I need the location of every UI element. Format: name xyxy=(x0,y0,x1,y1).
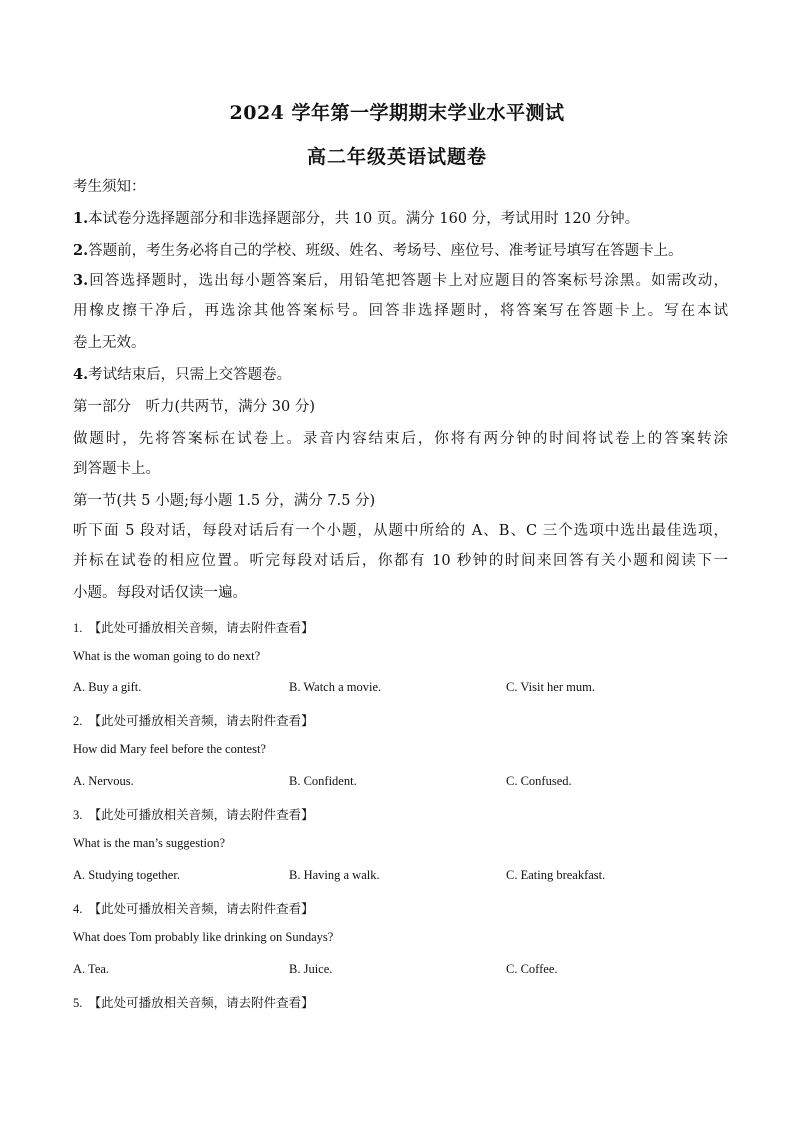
question-2-option-c: C. Confused. xyxy=(506,774,572,788)
question-number: 1. xyxy=(73,621,83,635)
question-1-option-c: C. Visit her mum. xyxy=(506,680,595,694)
question-3-option-b: B. Having a walk. xyxy=(289,868,380,882)
section1-instructions-line-2: 并标在试卷的相应位置。听完每段对话后，你都有 10 秒钟的时间来回答有关小题和阅读下一 xyxy=(73,553,728,569)
question-number: 4. xyxy=(73,902,83,916)
audio-placeholder: 【此处可播放相关音频，请去附件查看】 xyxy=(88,902,314,916)
question-1-option-b: B. Watch a movie. xyxy=(289,680,382,694)
question-3-option-c: C. Eating breakfast. xyxy=(506,868,606,882)
section1-instructions-line-3: 小题。每段对话仅读一遍。 xyxy=(73,585,247,601)
part1-instructions-line-1: 做题时，先将答案标在试卷上。录音内容结束后，你将有两分钟的时间将试卷上的答案转涂 xyxy=(73,431,728,447)
question-1-text: What is the woman going to do next? xyxy=(73,649,261,663)
notice-heading: 考生须知： xyxy=(73,179,146,195)
question-1-option-a: A. Buy a gift. xyxy=(73,680,142,694)
question-4-audio[interactable] xyxy=(73,899,314,917)
notice-item-4-text: 考试结束后，只需上交答题卷。 xyxy=(88,367,292,383)
audio-placeholder: 【此处可播放相关音频，请去附件查看】 xyxy=(88,621,314,635)
exam-title: 2024 学年第一学期期末学业水平测试 xyxy=(229,102,565,124)
section1-instructions-line-1: 听下面 5 段对话，每段对话后有一个小题，从题中所给的 A、B、C 三个选项中选出最佳选项， xyxy=(73,523,728,539)
notice-item-1-number: 1. xyxy=(73,210,89,227)
part1-instructions-line-2: 到答题卡上。 xyxy=(73,461,160,477)
question-1-audio[interactable] xyxy=(73,618,314,636)
notice-item-3-number: 3. xyxy=(73,272,89,289)
audio-placeholder: 【此处可播放相关音频，请去附件查看】 xyxy=(88,714,314,728)
notice-item-3-line-2: 用橡皮擦干净后，再选涂其他答案标号。回答非选择题时，将答案写在答题卡上。写在本试 xyxy=(73,303,728,319)
notice-item-4-number: 4. xyxy=(73,366,89,383)
question-2-option-b: B. Confident. xyxy=(289,774,357,788)
notice-item-4 xyxy=(73,360,728,390)
notice-item-3-text: 回答选择题时，选出每小题答案后，用铅笔把答题卡上对应题目的答案标号涂黑。如需改动， xyxy=(88,273,728,289)
question-2-option-a: A. Nervous. xyxy=(73,774,134,788)
question-4-option-c: C. Coffee. xyxy=(506,962,558,976)
notice-item-2 xyxy=(73,236,728,266)
question-2-text: How did Mary feel before the contest? xyxy=(73,742,266,756)
question-4-option-a: A. Tea. xyxy=(73,962,110,976)
audio-placeholder: 【此处可播放相关音频，请去附件查看】 xyxy=(88,808,314,822)
notice-item-1-text: 本试卷分选择题部分和非选择题部分，共 10 页。满分 160 分，考试用时 120 分钟。 xyxy=(88,211,640,227)
notice-item-3 xyxy=(73,266,728,296)
audio-placeholder: 【此处可播放相关音频，请去附件查看】 xyxy=(88,996,314,1010)
question-number: 5. xyxy=(73,996,83,1010)
question-number: 3. xyxy=(73,808,83,822)
question-3-text: What is the man’s suggestion? xyxy=(73,836,226,850)
notice-item-2-text: 答题前，考生务必将自己的学校、班级、姓名、考场号、座位号、准考证号填写在答题卡上。 xyxy=(88,243,683,259)
part1-heading: 第一部分 听力(共两节，满分 30 分) xyxy=(73,399,315,415)
question-4-option-b: B. Juice. xyxy=(289,962,333,976)
exam-subtitle: 高二年级英语试题卷 xyxy=(306,146,487,168)
question-3-audio[interactable] xyxy=(73,805,314,823)
question-4-text: What does Tom probably like drinking on Sundays? xyxy=(73,930,334,944)
question-number: 2. xyxy=(73,714,83,728)
notice-item-1 xyxy=(73,204,728,234)
notice-item-2-number: 2. xyxy=(73,242,89,259)
question-5-audio[interactable] xyxy=(73,993,314,1011)
question-2-audio[interactable] xyxy=(73,711,314,729)
question-3-option-a: A. Studying together. xyxy=(73,868,180,882)
section1-heading: 第一节(共 5 小题;每小题 1.5 分，满分 7.5 分) xyxy=(73,493,376,509)
notice-item-3-line-3: 卷上无效。 xyxy=(73,335,146,351)
